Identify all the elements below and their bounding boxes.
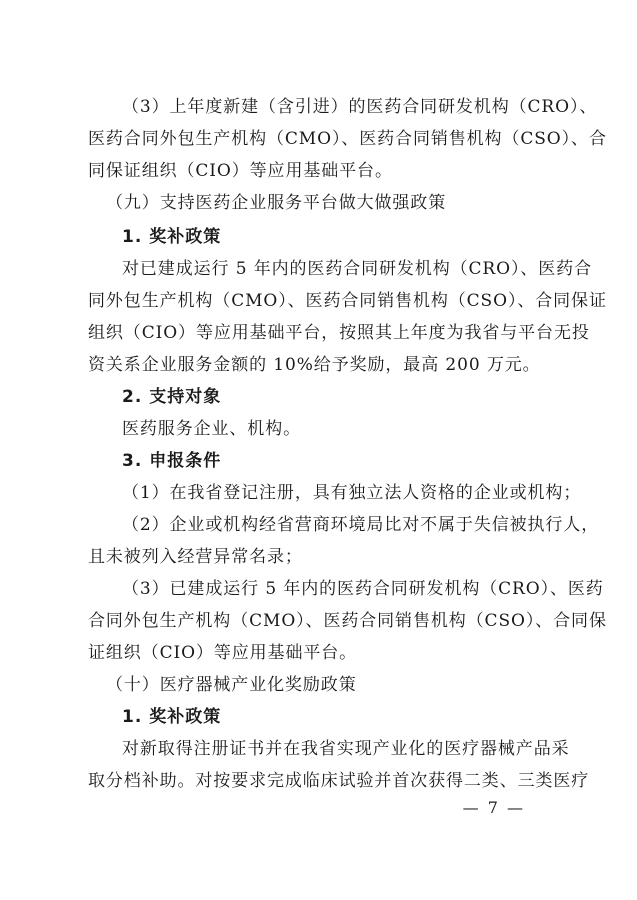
section-heading: （九）支持医药企业服务平台做大做强政策 (106, 193, 447, 213)
subsection-heading: 1. 奖补政策 (122, 227, 222, 247)
paragraph-line: 医药服务企业、机构。 (122, 419, 301, 439)
paragraph-line: （3）已建成运行 5 年内的医药合同研发机构（CRO）、医药 (122, 579, 604, 599)
paragraph-line: 且未被列入经营异常名录； (88, 547, 303, 567)
paragraph-line: 证组织（CIO）等应用基础平台。 (88, 643, 358, 663)
paragraph-line: （2）企业或机构经省营商环境局比对不属于失信被执行人， (122, 515, 600, 535)
subsection-heading: 1. 奖补政策 (122, 707, 222, 727)
paragraph-line: 取分档补助。对按要求完成临床试验并首次获得二类、三类医疗 (88, 771, 590, 791)
paragraph-line: （3）上年度新建（含引进）的医药合同研发机构（CRO）、 (122, 97, 598, 117)
page-number: — 7 — (462, 798, 525, 817)
paragraph-line: 组织（CIO）等应用基础平台，按照其上年度为我省与平台无投 (88, 323, 590, 343)
paragraph-line: 对新取得注册证书并在我省实现产业化的医疗器械产品采 (122, 739, 570, 759)
paragraph-line: （1）在我省登记注册，具有独立法人资格的企业或机构； (122, 483, 582, 503)
paragraph-line: 同外包生产机构（CMO）、医药合同销售机构（CSO）、合同保证 (88, 291, 607, 311)
paragraph-line: 医药合同外包生产机构（CMO）、医药合同销售机构（CSO）、合 (88, 129, 607, 149)
subsection-heading: 2. 支持对象 (122, 387, 222, 407)
paragraph-line: 合同外包生产机构（CMO）、医药合同销售机构（CSO）、合同保 (88, 611, 607, 631)
subsection-heading: 3. 申报条件 (122, 451, 222, 471)
section-heading: （十）医疗器械产业化奖励政策 (106, 675, 357, 695)
paragraph-line: 对已建成运行 5 年内的医药合同研发机构（CRO）、医药合 (122, 259, 592, 279)
paragraph-line: 同保证组织（CIO）等应用基础平台。 (88, 161, 393, 181)
paragraph-line: 资关系企业服务金额的 10%给予奖励，最高 200 万元。 (88, 355, 541, 375)
